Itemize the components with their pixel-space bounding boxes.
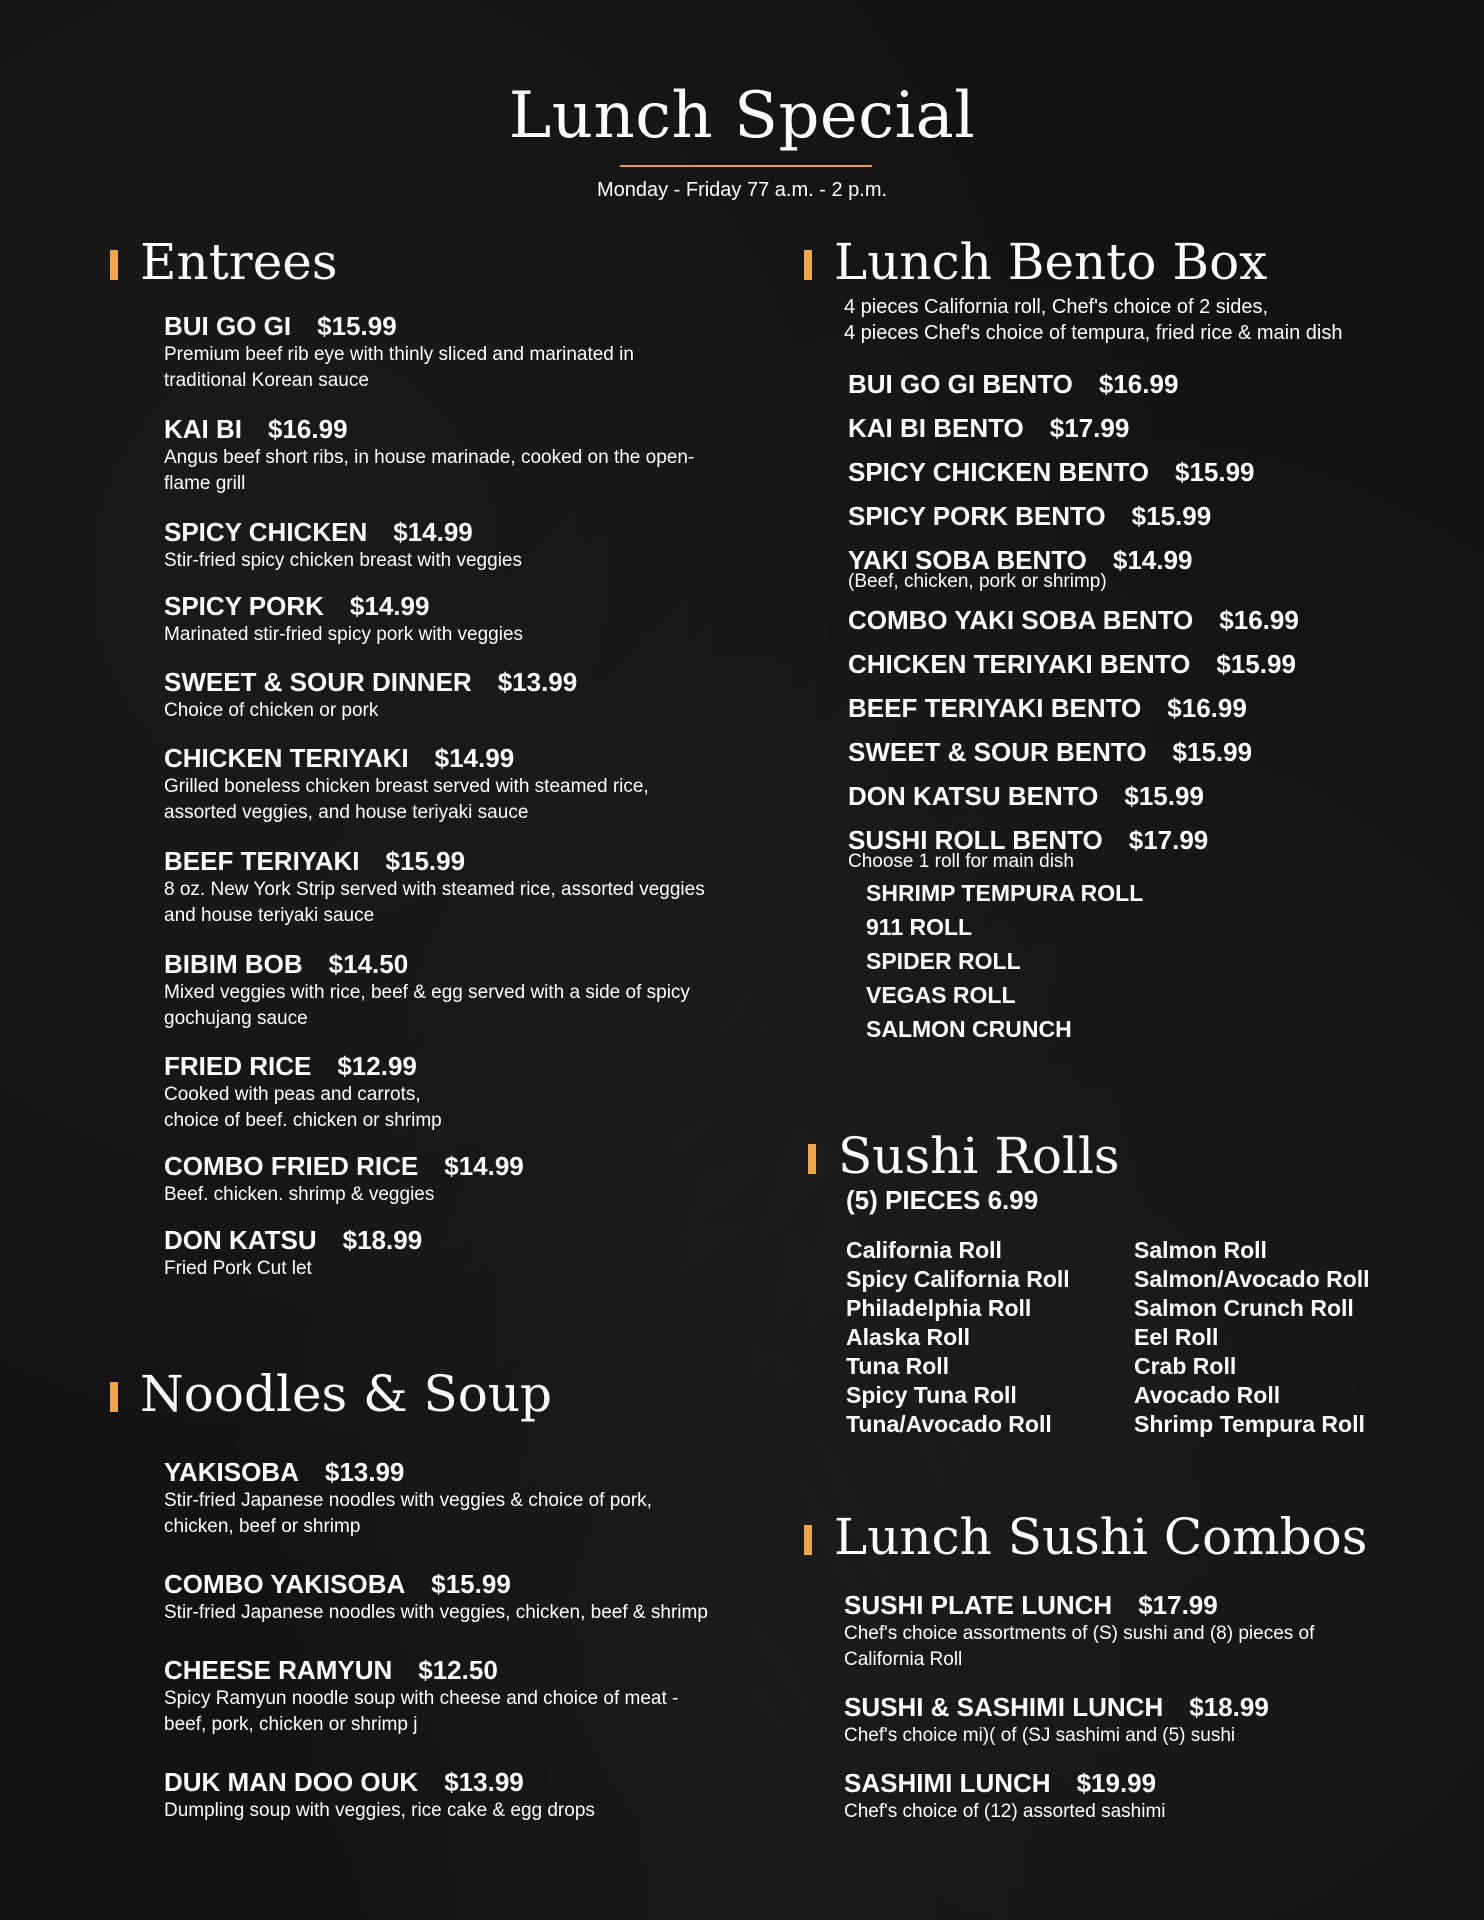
item-description: Premium beef rib eye with thinly sliced and marinated in traditional Korean sauce [164,344,634,391]
sushi-rolls-column [846,1236,1134,1439]
item-name: COMBO FRIED RICE [164,1151,419,1181]
item-price: $15.99 [1124,781,1204,811]
item-price: $14.99 [393,517,473,547]
item-price: $16.99 [268,414,348,444]
item-name: BUI GO GI BENTO [848,369,1073,399]
bento-item [848,730,1444,774]
item-description: Dumpling soup with veggies, rice cake & egg drops [164,1800,595,1821]
item-price: $17.99 [1138,1590,1218,1620]
noodles-header [110,1362,750,1426]
item-name: COMBO YAKISOBA [164,1569,406,1599]
bento-item [848,686,1444,730]
item-name: SUSHI ROLL BENTO [848,825,1103,855]
menu-item [164,1568,750,1626]
bento-item-note: Choose 1 roll for main dish [848,851,1074,872]
menu-item [164,1150,710,1208]
sushi-roll-item: Spicy California Roll [846,1266,1070,1292]
menu-item [164,1050,710,1134]
noodles-section [110,1362,750,1824]
sushi-rolls-title: Sushi Rolls [838,1127,1120,1185]
item-name: BEEF TERIYAKI BENTO [848,693,1142,723]
bento-list [848,362,1444,1046]
roll-choice: VEGAS ROLL [866,982,1016,1008]
menu-item [164,845,710,929]
item-price: $15.99 [317,311,397,341]
item-price: $15.99 [1174,457,1255,487]
item-description: Mixed veggies with rice, beef & egg served with a side of spicy gochujang sauce [164,982,690,1029]
bento-header [804,230,1444,294]
item-name: DON KATSU [164,1225,317,1255]
sushi-rolls-subtitle: (5) PIECES 6.99 [846,1185,1039,1215]
item-description: choice of beef. chicken or shrimp [164,1110,442,1131]
item-description: Fried Pork Cut let [164,1258,312,1279]
item-price: $12.50 [418,1655,498,1685]
item-price: $13.99 [497,667,578,697]
item-price: $18.99 [342,1225,423,1255]
item-price: $15.99 [1131,501,1212,531]
item-description: Chef's choice assortments of (S) sushi and (8) pieces of [844,1623,1315,1644]
sushi-roll-item: Tuna/Avocado Roll [846,1411,1052,1437]
item-name: YAKI SOBA BENTO [848,545,1087,575]
item-name: COMBO YAKI SOBA BENTO [848,605,1194,635]
section-marker [808,1144,816,1174]
bento-title: Lunch Bento Box [834,233,1268,291]
item-price: $17.99 [1128,825,1209,855]
sushi-rolls-section [808,1124,1448,1439]
item-price: $16.99 [1098,369,1179,399]
item-name: BEEF TERIYAKI [164,846,360,876]
roll-choice: 911 ROLL [866,914,973,940]
bento-item [848,362,1444,406]
item-price: $16.99 [1219,605,1299,635]
item-name: CHEESE RAMYUN [164,1655,393,1685]
item-name: SPICY CHICKEN BENTO [848,457,1149,487]
item-price: $13.99 [444,1767,524,1797]
sushi-roll-item: Shrimp Tempura Roll [1134,1411,1365,1437]
bento-description [844,294,1444,346]
item-name: BIBIM BOB [164,949,303,979]
sushi-roll-item: Salmon Crunch Roll [1134,1295,1354,1321]
item-price: $14.50 [328,949,409,979]
item-price: $15.99 [1216,649,1296,679]
menu-item [164,742,710,826]
page-title: Lunch Special [508,79,976,153]
sushi-roll-item: Crab Roll [1134,1353,1237,1379]
sushi-roll-item: Avocado Roll [1134,1382,1281,1408]
entrees-section [110,230,710,1282]
item-price: $15.99 [431,1569,511,1599]
menu-item [164,413,710,497]
roll-choice: SHRIMP TEMPURA ROLL [866,880,1144,906]
combo-item [844,1767,1444,1825]
item-name: DON KATSU BENTO [848,781,1099,811]
bento-desc-line: 4 pieces Chef's choice of tempura, fried rice & main dish [844,322,1343,344]
bento-item-note: (Beef, chicken, pork or shrimp) [848,571,1107,592]
item-description: Marinated stir-fried spicy pork with veggies [164,624,524,645]
roll-choice: SPIDER ROLL [866,948,1021,974]
sushi-rolls-grid [846,1236,1448,1439]
sushi-rolls-header [808,1124,1448,1188]
item-name: SWEET & SOUR BENTO [848,737,1147,767]
item-price: $15.99 [1172,737,1253,767]
item-price: $12.99 [337,1051,417,1081]
bento-item [848,642,1444,686]
item-description: Stir-fried spicy chicken breast with veggies [164,550,522,571]
sushi-roll-item: Philadelphia Roll [846,1295,1032,1321]
item-price: $16.99 [1167,693,1247,723]
bento-item [848,406,1444,450]
item-description: Beef. chicken. shrimp & veggies [164,1184,435,1205]
combo-item [844,1691,1444,1749]
item-name: CHICKEN TERIYAKI BENTO [848,649,1191,679]
entrees-title: Entrees [140,233,338,291]
bento-item [848,598,1444,642]
bento-section [804,230,1444,1046]
item-name: BUI GO GI [164,311,292,341]
combos-header [804,1505,1444,1569]
item-description: Grilled boneless chicken breast served with steamed rice, assorted veggies, and house teriyaki sauce [164,776,649,823]
item-description: Stir-fried Japanese noodles with veggies & choice of pork, chicken, beef or shrimp [164,1490,652,1537]
item-description: Chef's choice of (12) assorted sashimi [844,1801,1166,1822]
combos-title: Lunch Sushi Combos [834,1508,1368,1566]
sushi-roll-item: Salmon/Avocado Roll [1134,1266,1370,1292]
item-description: Spicy Ramyun noodle soup with cheese and choice of meat - beef, pork, chicken or shrimp j [164,1688,679,1735]
item-description: Chef's choice mi)( of (SJ sashimi and (5) sushi [844,1725,1236,1746]
item-name: SUSHI & SASHIMI LUNCH [844,1692,1164,1722]
menu-item [164,1456,750,1540]
section-marker [110,1382,118,1412]
menu-item [164,1224,710,1282]
item-price: $17.99 [1049,413,1130,443]
item-description: California Roll [844,1649,963,1670]
item-name: CHICKEN TERIYAKI [164,743,409,773]
item-name: FRIED RICE [164,1051,312,1081]
sushi-roll-item: Salmon Roll [1134,1237,1267,1263]
menu-item [164,948,710,1032]
menu-item [164,666,710,724]
bento-item [848,494,1444,538]
section-marker [110,250,118,280]
item-name: YAKISOBA [164,1457,299,1487]
item-price: $14.99 [1112,545,1193,575]
section-marker [804,250,812,280]
item-price: $13.99 [324,1457,405,1487]
item-description: Choice of chicken or pork [164,700,379,721]
item-name: SPICY PORK BENTO [848,501,1106,531]
noodles-title: Noodles & Soup [140,1365,553,1423]
sushi-roll-item: Alaska Roll [846,1324,970,1350]
bento-item [848,450,1444,494]
item-description: Stir-fried Japanese noodles with veggies, chicken, beef & shrimp [164,1602,708,1623]
item-name: KAI BI [164,414,242,444]
menu-item [164,590,710,648]
item-price: $19.99 [1076,1768,1157,1798]
section-marker [804,1525,812,1555]
item-price: $14.99 [444,1151,524,1181]
title-divider [620,165,872,167]
bento-desc-line: 4 pieces California roll, Chef's choice of 2 sides, [844,296,1269,318]
sushi-roll-item: California Roll [846,1237,1002,1263]
sushi-rolls-column [1134,1236,1422,1439]
menu-item [164,1654,750,1738]
bento-item [848,774,1444,818]
sushi-roll-item: Tuna Roll [846,1353,950,1379]
menu-item [164,310,710,394]
item-price: $14.99 [349,591,430,621]
item-name: SPICY PORK [164,591,324,621]
item-name: SWEET & SOUR DINNER [164,667,472,697]
item-description: 8 oz. New York Strip served with steamed rice, assorted veggies and house teriyaki sauce [164,879,705,926]
sushi-roll-item: Spicy Tuna Roll [846,1382,1017,1408]
roll-choice: SALMON CRUNCH [866,1016,1072,1042]
sushi-roll-item: Eel Roll [1134,1324,1219,1350]
item-description: Cooked with peas and carrots, [164,1084,421,1105]
menu-item [164,1766,750,1824]
menu-item [164,516,710,574]
item-description: Angus beef short ribs, in house marinade, cooked on the open-flame grill [164,447,695,494]
combos-section [804,1505,1444,1825]
item-price: $14.99 [434,743,515,773]
item-name: DUK MAN DOO OUK [164,1767,419,1797]
combo-item [844,1589,1444,1673]
item-price: $18.99 [1189,1692,1269,1722]
item-name: SASHIMI LUNCH [844,1768,1051,1798]
item-price: $15.99 [385,846,466,876]
item-name: SPICY CHICKEN [164,517,368,547]
hours-text: Monday - Friday 77 a.m. - 2 p.m. [596,179,888,201]
item-name: SUSHI PLATE LUNCH [844,1590,1113,1620]
item-name: KAI BI BENTO [848,413,1024,443]
entrees-header [110,230,710,294]
